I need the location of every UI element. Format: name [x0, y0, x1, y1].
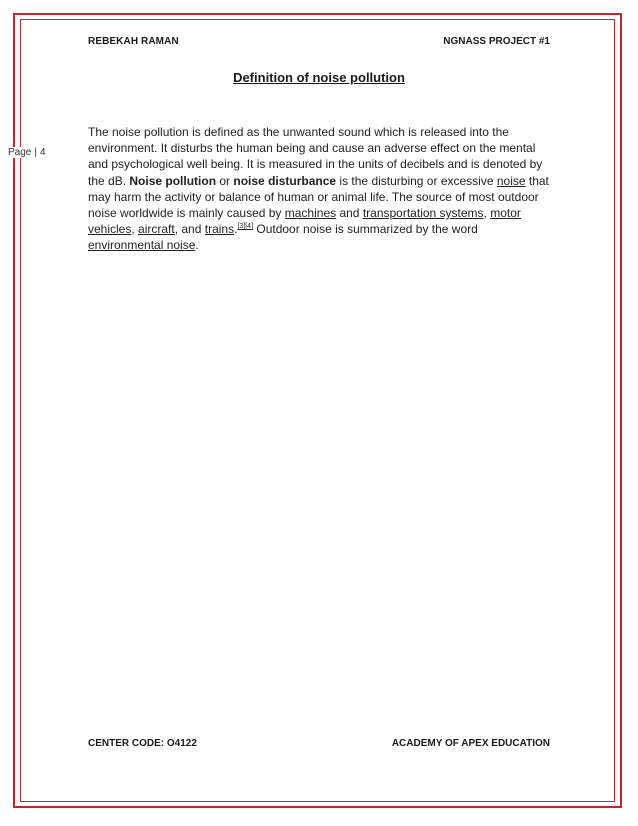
footer-academy: ACADEMY OF APEX EDUCATION [391, 738, 550, 749]
text-segment: , [131, 222, 139, 237]
link-noise[interactable]: noise [496, 173, 526, 188]
header-author: REBEKAH RAMAN [88, 36, 179, 47]
text-segment: , and [174, 222, 205, 237]
page-number-label [6, 147, 48, 158]
link-transportation-systems[interactable]: transportation systems [362, 206, 484, 221]
footer-center-code: CENTER CODE: O4122 [88, 738, 197, 749]
page-number: 4 [39, 147, 46, 158]
page-word: Page [8, 147, 32, 158]
text-segment: that may harm the activity or balance of human or animal life. The source of most outdoor noise worldwide is mainly caused by [88, 173, 549, 221]
link-aircraft[interactable]: aircraft [138, 222, 175, 237]
link-environmental-noise[interactable]: environmental noise [88, 238, 196, 253]
link-motor-vehicles[interactable]: motor vehicles [88, 206, 521, 237]
text-segment: . [234, 222, 238, 237]
text-segment: or [216, 173, 234, 188]
header-project: NGNASS PROJECT #1 [443, 36, 550, 47]
text-segment: is the disturbing or excessive [336, 173, 497, 188]
link-machines[interactable]: machines [284, 206, 337, 221]
page-separator: | [34, 147, 37, 158]
page-title: Definition of noise pollution [233, 70, 405, 85]
text-segment: The noise pollution is defined as the unwanted sound which is released into the environment. It disturbs the human being and cause an adverse effect on the mental and psychological well being. It is measured in the units of decibels and is denoted by the dB. [88, 125, 543, 188]
link-trains[interactable]: trains [204, 222, 235, 237]
citation-3[interactable]: [3] [237, 223, 246, 231]
text-segment: Outdoor noise is summarized by the word [253, 222, 478, 237]
text-segment: and [336, 206, 363, 221]
bold-term-noise-disturbance: noise disturbance [233, 173, 337, 188]
citation-4[interactable]: [4] [245, 223, 254, 231]
text-segment: , [483, 206, 491, 221]
body-paragraph [88, 124, 550, 254]
text-segment: . [195, 238, 199, 253]
bold-term-noise-pollution: Noise pollution [129, 173, 217, 188]
